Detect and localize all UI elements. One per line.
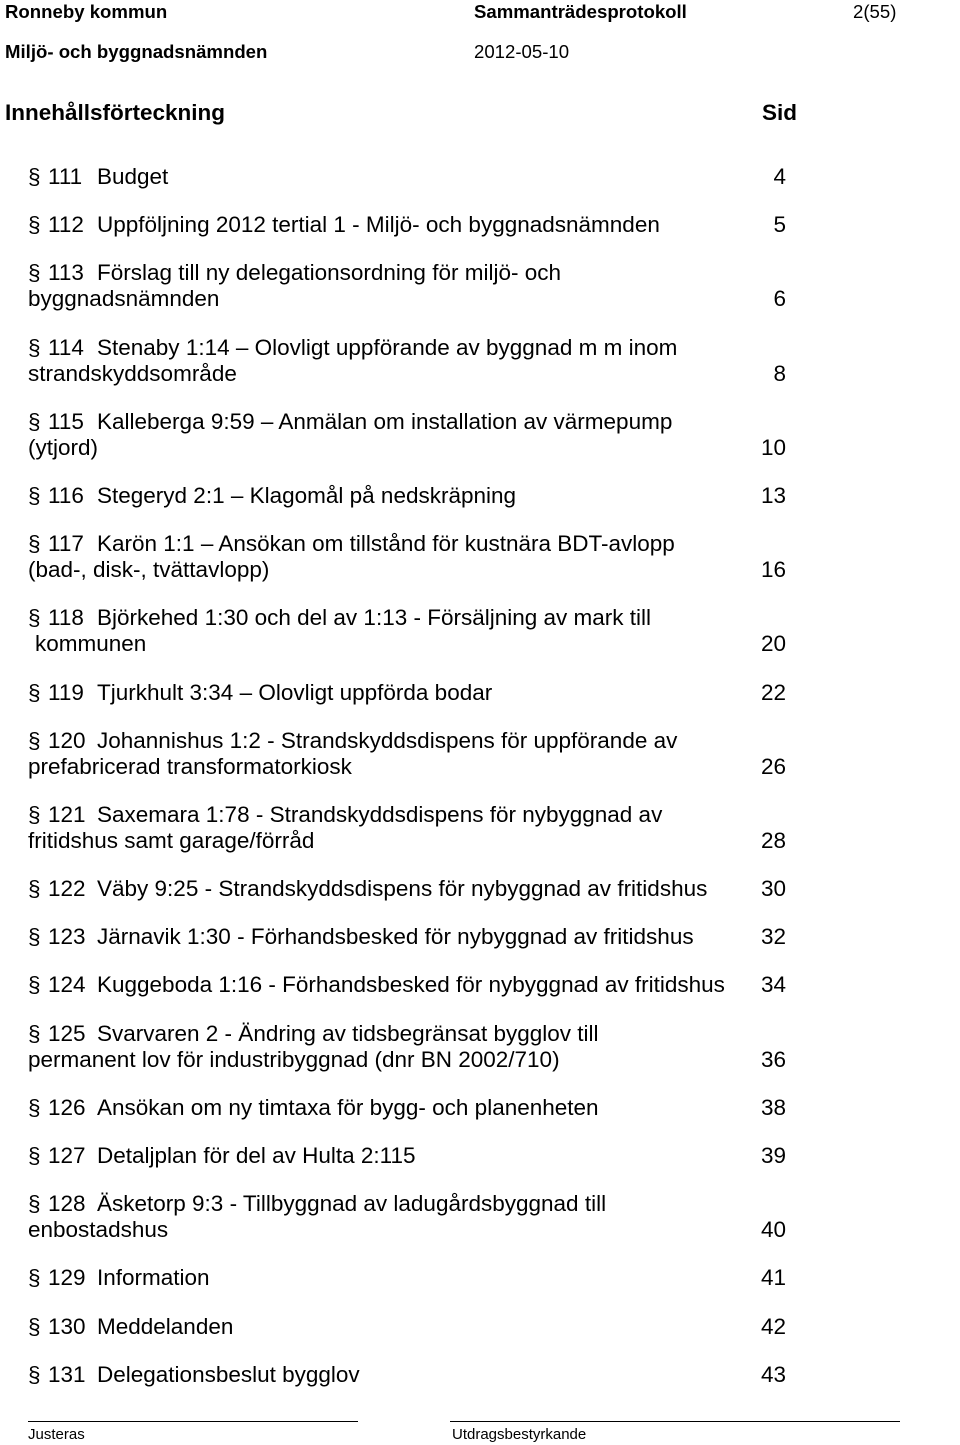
toc-entry-page: 38 xyxy=(760,1094,786,1120)
toc-entry-first-line xyxy=(0,605,960,631)
toc-entry-130 xyxy=(0,1314,960,1340)
toc-entry-title: Meddelanden xyxy=(97,1313,234,1339)
section-sign: § xyxy=(28,1094,41,1120)
signature-line-justeras xyxy=(28,1421,358,1422)
toc-entry-number: 111 xyxy=(48,164,83,189)
section-sign: § xyxy=(28,212,41,238)
toc-entry-page: 43 xyxy=(760,1361,786,1387)
toc-entry-title: Äsketorp 9:3 - Tillbyggnad av ladugårdsbyggnad till xyxy=(97,1191,607,1217)
toc-entry-113 xyxy=(0,260,960,312)
toc-entry-title: Förslag till ny delegationsordning för miljö- och xyxy=(97,260,561,286)
section-sign: § xyxy=(28,260,41,286)
toc-entry-number: 127 xyxy=(48,1143,86,1168)
section-sign: § xyxy=(28,924,41,950)
toc-entry-first-line xyxy=(0,212,960,238)
toc-entry-number: 115 xyxy=(48,408,84,434)
toc-entry-number: 119 xyxy=(48,679,84,705)
section-sign: § xyxy=(28,408,41,434)
toc-entry-first-line xyxy=(0,1191,960,1217)
toc-entry-123 xyxy=(0,924,960,950)
toc-entry-128 xyxy=(0,1191,960,1243)
toc-entry-first-line xyxy=(0,1362,960,1388)
toc-entry-page: 26 xyxy=(760,753,786,779)
toc-entry-117 xyxy=(0,531,960,583)
toc-entry-first-line xyxy=(0,1021,960,1047)
toc-entry-127 xyxy=(0,1143,960,1169)
toc-entry-page: 22 xyxy=(760,679,786,705)
toc-entry-116 xyxy=(0,483,960,509)
toc-entry-page: 42 xyxy=(760,1313,786,1339)
toc-entry-title-continuation: permanent lov för industribyggnad (dnr BN 2002/710) xyxy=(28,1046,560,1072)
toc-entry-title: Björkehed 1:30 och del av 1:13 - Försäljning av mark till xyxy=(97,605,652,631)
toc-entry-title-continuation: strandskyddsområde xyxy=(28,360,237,386)
toc-entry-title: Johannishus 1:2 - Strandskyddsdispens för uppförande av xyxy=(97,727,678,753)
page-indicator: 2(55) xyxy=(853,1,897,22)
toc-entry-number: 123 xyxy=(48,924,86,950)
section-sign: § xyxy=(28,1313,41,1339)
toc-entry-first-line xyxy=(0,1314,960,1340)
toc-entry-title: Stegeryd 2:1 – Klagomål på nedskräpning xyxy=(97,482,517,508)
toc-entry-first-line xyxy=(0,409,960,435)
toc-entry-111 xyxy=(0,164,960,190)
toc-entry-title: Kuggeboda 1:16 - Förhandsbesked för nybyggnad av fritidshus xyxy=(97,972,725,998)
toc-entry-number: 120 xyxy=(48,727,86,753)
section-sign: § xyxy=(28,1020,41,1046)
toc-entry-title: Delegationsbeslut bygglov xyxy=(97,1361,360,1387)
toc-entry-page: 5 xyxy=(773,212,786,238)
toc-entry-number: 126 xyxy=(48,1094,86,1120)
toc-entry-first-line xyxy=(0,876,960,902)
toc-entry-page: 28 xyxy=(760,827,786,853)
toc-entry-page: 32 xyxy=(760,924,786,950)
toc-entry-title: Stenaby 1:14 – Olovligt uppförande av byggnad m m inom xyxy=(97,334,678,360)
toc-entry-first-line xyxy=(0,728,960,754)
meeting-date: 2012-05-10 xyxy=(474,41,570,62)
toc-entry-title-continuation: (bad-, disk-, tvättavlopp) xyxy=(28,557,270,583)
adjust-label: Justeras xyxy=(28,1426,85,1443)
document-type: Sammanträdesprotokoll xyxy=(474,1,687,22)
toc-entry-112 xyxy=(0,212,960,238)
toc-entry-page: 13 xyxy=(760,482,786,508)
section-sign: § xyxy=(28,801,41,827)
committee-name: Miljö- och byggnadsnämnden xyxy=(5,41,268,62)
toc-entry-title: Saxemara 1:78 - Strandskyddsdispens för nybyggnad av xyxy=(97,801,663,827)
toc-entry-number: 130 xyxy=(48,1313,86,1339)
toc-entry-page: 8 xyxy=(773,360,786,386)
toc-entry-page: 39 xyxy=(760,1143,786,1168)
toc-entry-first-line xyxy=(0,335,960,361)
toc-entry-first-line xyxy=(0,531,960,557)
section-sign: § xyxy=(28,876,41,902)
toc-entry-first-line xyxy=(0,972,960,998)
toc-entry-title-continuation: kommunen xyxy=(35,631,147,657)
toc-entry-first-line xyxy=(0,680,960,706)
table-of-contents xyxy=(0,164,960,1410)
toc-entry-first-line xyxy=(0,164,960,190)
toc-entry-title: Detaljplan för del av Hulta 2:115 xyxy=(97,1143,416,1168)
toc-entry-title-continuation: enbostadshus xyxy=(28,1217,169,1243)
section-sign: § xyxy=(28,482,41,508)
toc-entry-number: 124 xyxy=(48,972,86,998)
toc-entry-title: Järnavik 1:30 - Förhandsbesked för nybyggnad av fritidshus xyxy=(97,924,694,950)
toc-entry-page: 20 xyxy=(760,631,786,657)
toc-entry-number: 125 xyxy=(48,1020,86,1046)
toc-entry-126 xyxy=(0,1095,960,1121)
toc-entry-120 xyxy=(0,728,960,780)
toc-entry-page: 10 xyxy=(760,434,786,460)
toc-entry-number: 129 xyxy=(48,1265,86,1291)
section-sign: § xyxy=(28,1143,41,1168)
toc-entry-first-line xyxy=(0,924,960,950)
toc-entry-title: Väby 9:25 - Strandskyddsdispens för nybyggnad av fritidshus xyxy=(97,876,708,902)
toc-entry-first-line xyxy=(0,483,960,509)
toc-entry-page: 6 xyxy=(773,286,786,312)
toc-entry-number: 116 xyxy=(48,482,84,508)
toc-entry-title: Information xyxy=(97,1265,210,1291)
section-sign: § xyxy=(28,605,41,631)
toc-entry-first-line xyxy=(0,260,960,286)
toc-entry-page: 36 xyxy=(760,1046,786,1072)
toc-entry-number: 112 xyxy=(48,212,84,238)
toc-entry-title-continuation: (ytjord) xyxy=(28,434,99,460)
toc-entry-number: 118 xyxy=(48,605,84,631)
toc-entry-first-line xyxy=(0,1265,960,1291)
toc-entry-121 xyxy=(0,802,960,854)
toc-entry-119 xyxy=(0,680,960,706)
toc-entry-title: Budget xyxy=(97,164,169,189)
toc-entry-first-line xyxy=(0,802,960,828)
toc-entry-131 xyxy=(0,1362,960,1388)
toc-entry-title-continuation: fritidshus samt garage/förråd xyxy=(28,827,315,853)
section-sign: § xyxy=(28,164,41,189)
toc-entry-number: 121 xyxy=(48,801,86,827)
toc-entry-number: 113 xyxy=(48,260,84,286)
section-sign: § xyxy=(28,972,41,998)
toc-entry-118 xyxy=(0,605,960,657)
toc-entry-number: 117 xyxy=(48,531,84,557)
section-sign: § xyxy=(28,1191,41,1217)
toc-entry-page: 16 xyxy=(760,557,786,583)
toc-entry-number: 128 xyxy=(48,1191,86,1217)
toc-entry-122 xyxy=(0,876,960,902)
toc-entry-title: Kalleberga 9:59 – Anmälan om installation av värmepump xyxy=(97,408,673,434)
toc-entry-114 xyxy=(0,335,960,387)
toc-entry-title: Svarvaren 2 - Ändring av tidsbegränsat bygglov till xyxy=(97,1020,599,1046)
toc-entry-title: Tjurkhult 3:34 – Olovligt uppförda bodar xyxy=(97,679,493,705)
toc-entry-title-continuation: byggnadsnämnden xyxy=(28,286,220,312)
signature-line-utdragsbestyrkande xyxy=(450,1421,900,1422)
toc-entry-number: 114 xyxy=(48,334,84,360)
toc-entry-first-line xyxy=(0,1095,960,1121)
organization-name: Ronneby kommun xyxy=(5,1,168,22)
toc-entry-124 xyxy=(0,972,960,998)
section-sign: § xyxy=(28,1265,41,1291)
section-sign: § xyxy=(28,727,41,753)
toc-heading: Innehållsförteckning xyxy=(5,100,226,125)
toc-entry-title: Karön 1:1 – Ansökan om tillstånd för kustnära BDT-avlopp xyxy=(97,531,675,557)
toc-entry-125 xyxy=(0,1021,960,1073)
toc-entry-129 xyxy=(0,1265,960,1291)
toc-entry-page: 34 xyxy=(760,972,786,998)
section-sign: § xyxy=(28,679,41,705)
toc-entry-page: 41 xyxy=(760,1265,786,1291)
toc-entry-page: 30 xyxy=(760,876,786,902)
section-sign: § xyxy=(28,531,41,557)
toc-page-column-label: Sid xyxy=(762,100,798,125)
toc-entry-page: 40 xyxy=(760,1217,786,1243)
toc-entry-title: Ansökan om ny timtaxa för bygg- och planenheten xyxy=(97,1094,599,1120)
toc-entry-115 xyxy=(0,409,960,461)
toc-entry-first-line xyxy=(0,1143,960,1169)
certify-label: Utdragsbestyrkande xyxy=(452,1426,587,1443)
toc-entry-number: 122 xyxy=(48,876,86,902)
toc-entry-title-continuation: prefabricerad transformatorkiosk xyxy=(28,753,352,779)
section-sign: § xyxy=(28,334,41,360)
toc-entry-title: Uppföljning 2012 tertial 1 - Miljö- och byggnadsnämnden xyxy=(97,212,660,238)
toc-entry-page: 4 xyxy=(773,164,786,189)
section-sign: § xyxy=(28,1361,41,1387)
toc-entry-number: 131 xyxy=(48,1361,86,1387)
